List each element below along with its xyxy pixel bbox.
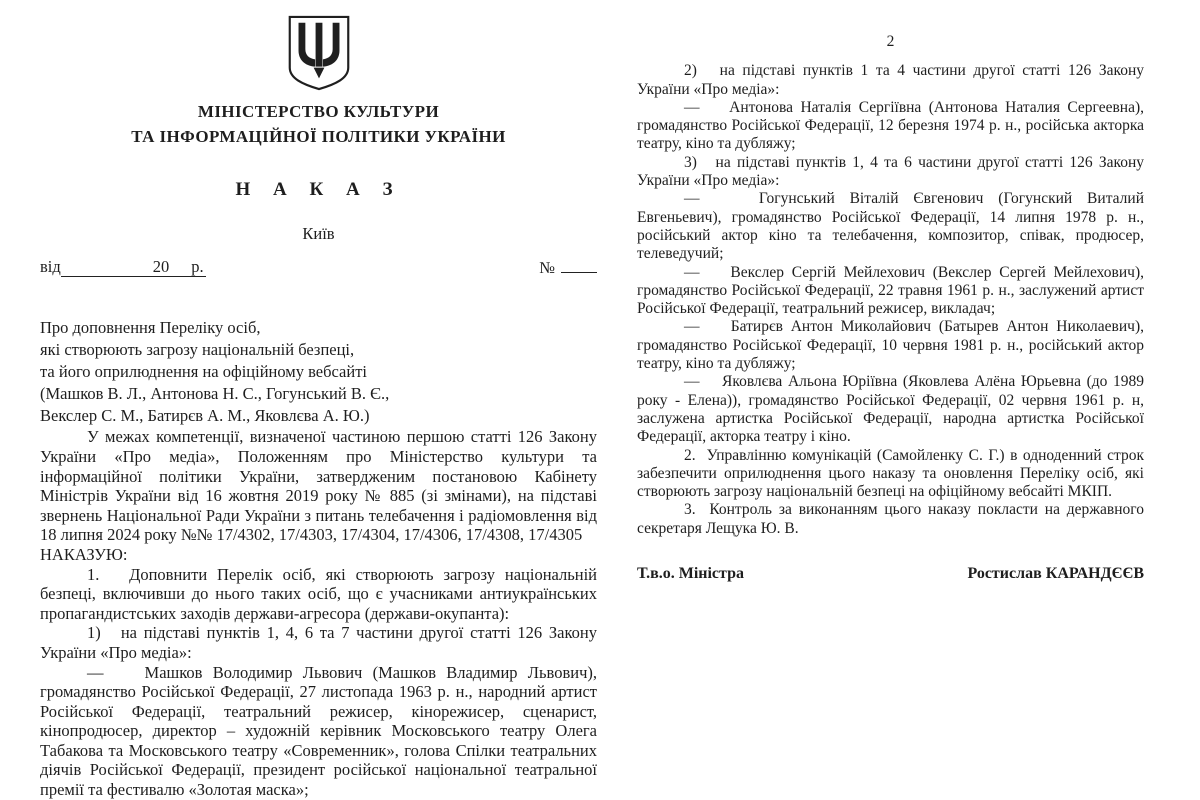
- subject-line: (Машков В. Л., Антонова Н. С., Гогунський В. Є.,: [40, 384, 390, 404]
- date-field: [40, 257, 206, 278]
- date-year-prefix: 20: [152, 256, 170, 276]
- date-suffix-label: р.: [191, 256, 204, 276]
- signer-position: Т.в.о. Міністра: [637, 565, 744, 583]
- order-point-3: 3. Контроль за виконанням цього наказу покласти на державного секретаря Лещука Ю. В.: [637, 501, 1144, 537]
- ministry-name-line2: ТА ІНФОРМАЦІЙНОЇ ПОЛІТИКИ УКРАЇНИ: [131, 126, 506, 146]
- date-prefix-label: від: [40, 256, 61, 276]
- page-2-body: [637, 62, 1144, 538]
- order-page-2: [637, 0, 1144, 583]
- order-word: НАКАЗУЮ:: [40, 544, 128, 564]
- person-entry-antonova: — Антонова Наталія Сергіївна (Антонова Наталия Сергеевна), громадянство Російської Федерації, 12 березня 1974 р. н., російська акторка театру, кіно та дубляжу;: [637, 98, 1144, 153]
- order-subpoint-3: 3) на підставі пунктів 1, 4 та 6 частини другої статті 126 Закону України «Про медіа»:: [637, 153, 1144, 190]
- date-number-row: [40, 257, 597, 278]
- order-subpoint-1: 1) на підставі пунктів 1, 4, 6 та 7 частини другої статті 126 Закону України «Про медіа»:: [40, 623, 597, 662]
- person-entry-batyrev: — Батирєв Антон Миколайович (Батырев Антон Николаевич), громадянство Російської Федерації, 10 червня 1981 р. н., російський актор театру, кіно та дубляжу;: [637, 318, 1144, 373]
- order-page-1: [40, 0, 597, 800]
- letterhead: [40, 14, 597, 244]
- date-blank-line: [61, 257, 206, 278]
- subject-line: Про доповнення Переліку осіб,: [40, 318, 261, 338]
- person-entry-veksler: — Векслер Сергій Мейлехович (Векслер Сергей Мейлехович), громадянство Російської Федерації, 22 травня 1961 р. н., заслужений артист Російської Федерації, театральний режисер, викладач;: [637, 263, 1144, 318]
- ukraine-trident-emblem-icon: [283, 14, 355, 92]
- number-blank-line: [561, 272, 597, 273]
- subject-block: [40, 317, 597, 427]
- intro-paragraph: У межах компетенції, визначеної частиною першою статті 126 Закону України «Про медіа», Положенням про Міністерство культури та інформаційної політики України, затвердженим постановою Кабінету Міністрів України від 16 жовтня 2019 року № 885 (зі змінами), на підставі звернень Національної Ради України з питань телебачення і радіомовлення від 18 липня 2024 року №№ 17/4302, 17/4303, 17/4304, 17/4306, 17/4308, 17/4305: [40, 427, 597, 545]
- person-entry-mashkov: — Машков Володимир Львович (Машков Владимир Львович), громадянство Російської Федерації, 27 листопада 1963 р. н., народний артист Російської Федерації, театральний режисер, кінорежисер, сценарист, кінопродюсер, директор – художній керівник Московського театру Олега Табакова та Московського театру «Современник», голова Спілки театральних діячів Російської Федерації, президент російської національної театральної премії та фестивалю «Золотая маска»;: [40, 662, 597, 800]
- person-entry-yakovleva: — Яковлєва Альона Юріївна (Яковлева Алёна Юрьевна (до 1989 року - Елена)), громадянство Російської Федерації, 02 червня 1961 р. н, заслужена артистка Російської Федерації, народна артистка Російської Федерації, акторка театру і кіно.: [637, 373, 1144, 446]
- emblem-container: [40, 14, 597, 97]
- ministry-name-line1: МІНІСТЕРСТВО КУЛЬТУРИ: [197, 101, 440, 121]
- number-sign-label: №: [539, 257, 555, 277]
- signer-name: Ростислав КАРАНДЄЄВ: [967, 565, 1144, 583]
- document-type-title: Н А К А З: [235, 178, 402, 200]
- order-point-1: 1. Доповнити Перелік осіб, які створюють загрозу національній безпеці, включивши до нього таких осіб, що є учасниками антиукраїнських пропагандистських заходів держави-агресора (держави-окупанта):: [40, 564, 597, 623]
- subject-line: які створюють загрозу національній безпеці,: [40, 340, 355, 360]
- subject-line: Векслер С. М., Батирєв А. М., Яковлєва А. Ю.): [40, 406, 370, 426]
- subject-line: та його оприлюднення на офіційному вебсайті: [40, 362, 367, 382]
- order-subpoint-2: 2) на підставі пунктів 1 та 4 частини другої статті 126 Закону України «Про медіа»:: [637, 62, 1144, 98]
- page-number: 2: [886, 33, 895, 50]
- signature-row: [637, 565, 1144, 583]
- city-label: Київ: [302, 224, 335, 244]
- order-point-2: 2. Управлінню комунікацій (Самойленку С. Г.) в одноденний строк забезпечити оприлюднення цього наказу та оновлення Переліку осіб, які створюють загрозу національній безпеці на офіційному вебсайті МКІП.: [637, 446, 1144, 501]
- person-entry-gogunsky: — Гогунський Віталій Євгенович (Гогунский Виталий Евгеньевич), громадянство Російської Федерації, 14 липня 1978 р. н., російський актор кіно та телебачення, композитор, співак, продюсер, телеведучий;: [637, 190, 1144, 263]
- order-number-field: [539, 258, 597, 278]
